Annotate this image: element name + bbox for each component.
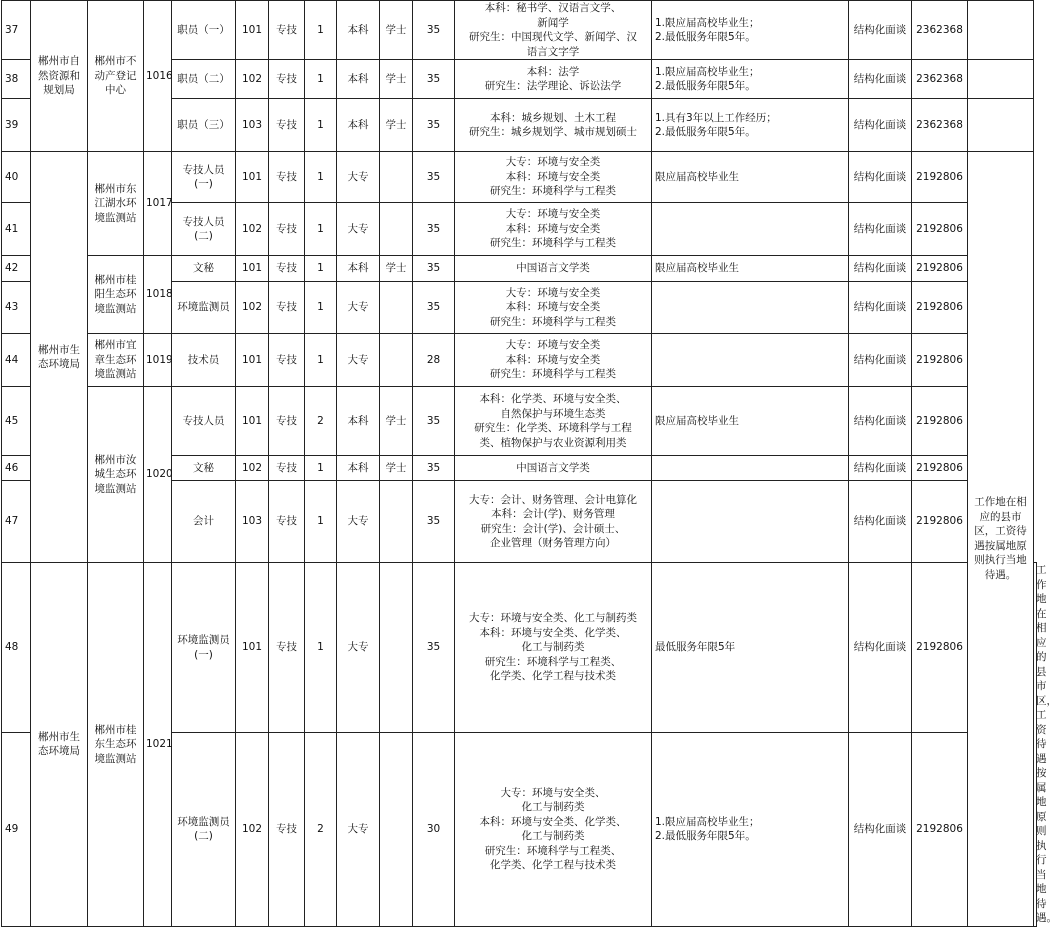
position-code-cell: 103 [236, 481, 269, 563]
position-cell: 环境监测员 [172, 282, 236, 334]
row-number: 42 [2, 256, 31, 282]
degree-cell [380, 733, 413, 926]
exam-method-cell: 结构化面谈 [849, 282, 912, 334]
education-cell: 大专 [337, 334, 380, 387]
education-cell: 大专 [337, 203, 380, 256]
unit-code-cell: 1019 [144, 334, 172, 387]
row-number: 47 [2, 481, 31, 563]
phone-cell: 2192806 [912, 282, 968, 334]
degree-cell: 学士 [380, 99, 413, 152]
exam-method-cell: 结构化面谈 [849, 563, 912, 733]
age-cell: 30 [413, 733, 455, 926]
major-cell: 本科：城乡规划、土木工程 研究生：城乡规划学、城市规划硕士 [455, 99, 652, 152]
phone-cell: 2362368 [912, 99, 968, 152]
conditions-cell [652, 203, 849, 256]
position-code-cell: 101 [236, 256, 269, 282]
exam-method-cell: 结构化面谈 [849, 387, 912, 456]
phone-cell: 2192806 [912, 563, 968, 733]
degree-cell: 学士 [380, 1, 413, 60]
education-cell: 大专 [337, 282, 380, 334]
position-cell: 专技人员 (一) [172, 152, 236, 203]
count-cell: 1 [305, 152, 337, 203]
conditions-cell [652, 456, 849, 481]
remark-cell: 工作地在相 应的县市 区，工资待 遇按属地原 则执行当地 待遇。 [1034, 563, 1037, 927]
conditions-cell: 1.限应届高校毕业生； 2.最低服务年限5年。 [652, 1, 849, 60]
education-cell: 本科 [337, 60, 380, 99]
category-cell: 专技 [269, 152, 305, 203]
position-code-cell: 101 [236, 334, 269, 387]
category-cell: 专技 [269, 256, 305, 282]
position-code-cell: 101 [236, 563, 269, 733]
row-number: 40 [2, 152, 31, 203]
position-cell: 文秘 [172, 256, 236, 282]
phone-cell: 2192806 [912, 456, 968, 481]
age-cell: 35 [413, 563, 455, 733]
conditions-cell [652, 282, 849, 334]
conditions-cell: 限应届高校毕业生 [652, 256, 849, 282]
phone-cell: 2362368 [912, 1, 968, 60]
exam-method-cell: 结构化面谈 [849, 60, 912, 99]
row-number: 43 [2, 282, 31, 334]
department-cell: 郴州市生 态环境局 [31, 152, 88, 563]
conditions-cell: 1.具有3年以上工作经历； 2.最低服务年限5年。 [652, 99, 849, 152]
remark-cell [968, 99, 1034, 152]
major-cell: 本科：法学 研究生：法学理论、诉讼法学 [455, 60, 652, 99]
position-cell: 职员（二） [172, 60, 236, 99]
row-number: 44 [2, 334, 31, 387]
count-cell: 1 [305, 1, 337, 60]
degree-cell: 学士 [380, 256, 413, 282]
age-cell: 35 [413, 60, 455, 99]
conditions-cell [652, 481, 849, 563]
row-number: 41 [2, 203, 31, 256]
age-cell: 35 [413, 456, 455, 481]
category-cell: 专技 [269, 733, 305, 926]
count-cell: 1 [305, 481, 337, 563]
age-cell: 28 [413, 334, 455, 387]
education-cell: 本科 [337, 99, 380, 152]
unit-cell: 郴州市汝 城生态环 境监测站 [88, 387, 144, 563]
exam-method-cell: 结构化面谈 [849, 203, 912, 256]
table-row [2, 256, 1037, 282]
degree-cell [380, 203, 413, 256]
row-number: 46 [2, 456, 31, 481]
phone-cell: 2192806 [912, 256, 968, 282]
exam-method-cell: 结构化面谈 [849, 256, 912, 282]
phone-cell: 2192806 [912, 733, 968, 926]
department-cell: 郴州市自 然资源和 规划局 [31, 1, 88, 152]
unit-cell: 郴州市东 江湖水环 境监测站 [88, 152, 144, 256]
exam-method-cell: 结构化面谈 [849, 456, 912, 481]
major-cell: 大专：环境与安全类 本科：环境与安全类 研究生：环境科学与工程类 [455, 152, 652, 203]
exam-method-cell: 结构化面谈 [849, 733, 912, 926]
position-code-cell: 101 [236, 1, 269, 60]
table-row [2, 152, 1037, 203]
count-cell: 2 [305, 733, 337, 926]
age-cell: 35 [413, 152, 455, 203]
conditions-cell: 限应届高校毕业生 [652, 152, 849, 203]
row-number: 38 [2, 60, 31, 99]
major-cell: 大专：环境与安全类、化工与制药类 本科：环境与安全类、化学类、 化工与制药类 研究生：环境科学与工程类、 化学类、化学工程与技术类 [455, 563, 652, 733]
phone-cell: 2362368 [912, 60, 968, 99]
major-cell: 本科：秘书学、汉语言文学、 新闻学 研究生：中国现代文学、新闻学、汉 语言文字学 [455, 1, 652, 60]
table-row [2, 1, 1037, 60]
exam-method-cell: 结构化面谈 [849, 99, 912, 152]
position-cell: 专技人员 [172, 387, 236, 456]
conditions-cell: 最低服务年限5年 [652, 563, 849, 733]
degree-cell [380, 334, 413, 387]
count-cell: 1 [305, 256, 337, 282]
phone-cell: 2192806 [912, 203, 968, 256]
category-cell: 专技 [269, 456, 305, 481]
remark-cell [968, 60, 1034, 99]
unit-cell: 郴州市桂 东生态环 境监测站 [88, 563, 144, 927]
department-cell: 郴州市生 态环境局 [31, 563, 88, 927]
education-cell: 本科 [337, 256, 380, 282]
row-number: 48 [2, 563, 31, 733]
age-cell: 35 [413, 387, 455, 456]
row-number: 45 [2, 387, 31, 456]
position-code-cell: 103 [236, 99, 269, 152]
category-cell: 专技 [269, 563, 305, 733]
conditions-cell: 1.限应届高校毕业生； 2.最低服务年限5年。 [652, 60, 849, 99]
phone-cell: 2192806 [912, 481, 968, 563]
count-cell: 1 [305, 99, 337, 152]
major-cell: 大专：环境与安全类 本科：环境与安全类 研究生：环境科学与工程类 [455, 282, 652, 334]
unit-code-cell: 1016 [144, 1, 172, 152]
position-cell: 环境监测员 (二) [172, 733, 236, 926]
category-cell: 专技 [269, 481, 305, 563]
recruitment-table [1, 0, 1057, 927]
position-cell: 职员（一） [172, 1, 236, 60]
count-cell: 2 [305, 387, 337, 456]
unit-code-cell: 1017 [144, 152, 172, 256]
unit-code-cell: 1018 [144, 256, 172, 334]
education-cell: 大专 [337, 733, 380, 926]
conditions-cell: 1.限应届高校毕业生； 2.最低服务年限5年。 [652, 733, 849, 926]
position-cell: 会计 [172, 481, 236, 563]
count-cell: 1 [305, 563, 337, 733]
category-cell: 专技 [269, 99, 305, 152]
degree-cell [380, 282, 413, 334]
exam-method-cell: 结构化面谈 [849, 1, 912, 60]
unit-cell: 郴州市桂 阳生态环 境监测站 [88, 256, 144, 334]
position-code-cell: 102 [236, 60, 269, 99]
category-cell: 专技 [269, 1, 305, 60]
conditions-cell: 限应届高校毕业生 [652, 387, 849, 456]
degree-cell: 学士 [380, 387, 413, 456]
degree-cell: 学士 [380, 456, 413, 481]
remark-cell: 工作地在相 应的县市 区，工资待 遇按属地原 则执行当地 待遇。 [968, 152, 1034, 927]
phone-cell: 2192806 [912, 387, 968, 456]
unit-code-cell: 1021 [144, 563, 172, 927]
table-row [2, 563, 1037, 733]
row-number: 37 [2, 1, 31, 60]
major-cell: 本科：化学类、环境与安全类、 自然保护与环境生态类 研究生：化学类、环境科学与工程 类、植物保护与农业资源利用类 [455, 387, 652, 456]
age-cell: 35 [413, 203, 455, 256]
position-cell: 环境监测员 (一) [172, 563, 236, 733]
position-cell: 文秘 [172, 456, 236, 481]
major-cell: 大专：会计、财务管理、会计电算化 本科：会计(学)、财务管理 研究生：会计(学)、会计硕士、 企业管理（财务管理方向） [455, 481, 652, 563]
position-cell: 职员（三） [172, 99, 236, 152]
category-cell: 专技 [269, 282, 305, 334]
major-cell: 大专：环境与安全类、 化工与制药类 本科：环境与安全类、化学类、 化工与制药类 研究生：环境科学与工程类、 化学类、化学工程与技术类 [455, 733, 652, 926]
position-code-cell: 102 [236, 733, 269, 926]
count-cell: 1 [305, 334, 337, 387]
exam-method-cell: 结构化面谈 [849, 481, 912, 563]
unit-cell: 郴州市宜 章生态环 境监测站 [88, 334, 144, 387]
major-cell: 大专：环境与安全类 本科：环境与安全类 研究生：环境科学与工程类 [455, 334, 652, 387]
age-cell: 35 [413, 1, 455, 60]
count-cell: 1 [305, 456, 337, 481]
category-cell: 专技 [269, 203, 305, 256]
age-cell: 35 [413, 99, 455, 152]
position-code-cell: 102 [236, 282, 269, 334]
exam-method-cell: 结构化面谈 [849, 152, 912, 203]
age-cell: 35 [413, 282, 455, 334]
phone-cell: 2192806 [912, 152, 968, 203]
row-number: 39 [2, 99, 31, 152]
position-code-cell: 101 [236, 152, 269, 203]
row-number: 49 [2, 733, 31, 926]
education-cell: 大专 [337, 563, 380, 733]
age-cell: 35 [413, 256, 455, 282]
education-cell: 大专 [337, 481, 380, 563]
count-cell: 1 [305, 282, 337, 334]
phone-cell: 2192806 [912, 334, 968, 387]
degree-cell [380, 563, 413, 733]
category-cell: 专技 [269, 334, 305, 387]
count-cell: 1 [305, 60, 337, 99]
degree-cell [380, 152, 413, 203]
category-cell: 专技 [269, 60, 305, 99]
degree-cell [380, 481, 413, 563]
education-cell: 本科 [337, 387, 380, 456]
major-cell: 大专：环境与安全类 本科：环境与安全类 研究生：环境科学与工程类 [455, 203, 652, 256]
education-cell: 大专 [337, 152, 380, 203]
position-code-cell: 101 [236, 387, 269, 456]
position-code-cell: 102 [236, 203, 269, 256]
age-cell: 35 [413, 481, 455, 563]
count-cell: 1 [305, 203, 337, 256]
unit-code-cell: 1020 [144, 387, 172, 563]
major-cell: 中国语言文学类 [455, 456, 652, 481]
conditions-cell [652, 334, 849, 387]
table-row [2, 387, 1037, 456]
major-cell: 中国语言文学类 [455, 256, 652, 282]
exam-method-cell: 结构化面谈 [849, 334, 912, 387]
position-code-cell: 102 [236, 456, 269, 481]
remark-cell [968, 1, 1034, 60]
education-cell: 本科 [337, 1, 380, 60]
degree-cell: 学士 [380, 60, 413, 99]
education-cell: 本科 [337, 456, 380, 481]
unit-cell: 郴州市不 动产登记 中心 [88, 1, 144, 152]
category-cell: 专技 [269, 387, 305, 456]
position-cell: 专技人员 (二) [172, 203, 236, 256]
position-cell: 技术员 [172, 334, 236, 387]
table-row [2, 334, 1037, 387]
